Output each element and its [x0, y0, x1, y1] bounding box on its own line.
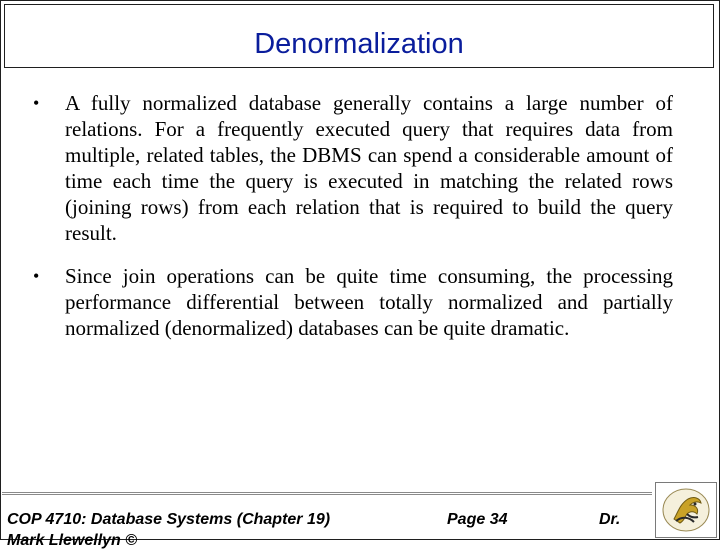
- footer-page-number: Page 34: [447, 511, 508, 528]
- slide-title: Denormalization: [254, 28, 464, 60]
- bullet-item: [31, 263, 673, 341]
- bullet-text: A fully normalized database generally contains a large number of relations. For a frequently executed query that requires data from multiple, related tables, the DBMS can spend a considerable amount of time each time the query is executed in matching the related rows (joining rows) from each relation that is required to build the query result.: [65, 91, 673, 245]
- footer: [1, 481, 721, 549]
- footer-divider: [2, 492, 652, 493]
- footer-dr: Dr.: [599, 511, 621, 528]
- pegasus-logo-icon: [660, 486, 712, 534]
- bullet-text: Since join operations can be quite time consuming, the processing performance differential between totally normalized and partially normalized (denormalized) databases can be quite dramatic.: [65, 264, 673, 340]
- bullet-item: [31, 90, 673, 246]
- footer-course: COP 4710: Database Systems (Chapter 19): [7, 511, 331, 528]
- bullet-marker: •: [33, 266, 40, 286]
- bullet-list: [31, 90, 673, 358]
- bullet-marker: •: [33, 93, 40, 113]
- logo-box: [655, 482, 717, 538]
- footer-divider: [2, 494, 652, 495]
- title-box: [4, 4, 714, 68]
- footer-author: Mark Llewellyn ©: [7, 532, 138, 549]
